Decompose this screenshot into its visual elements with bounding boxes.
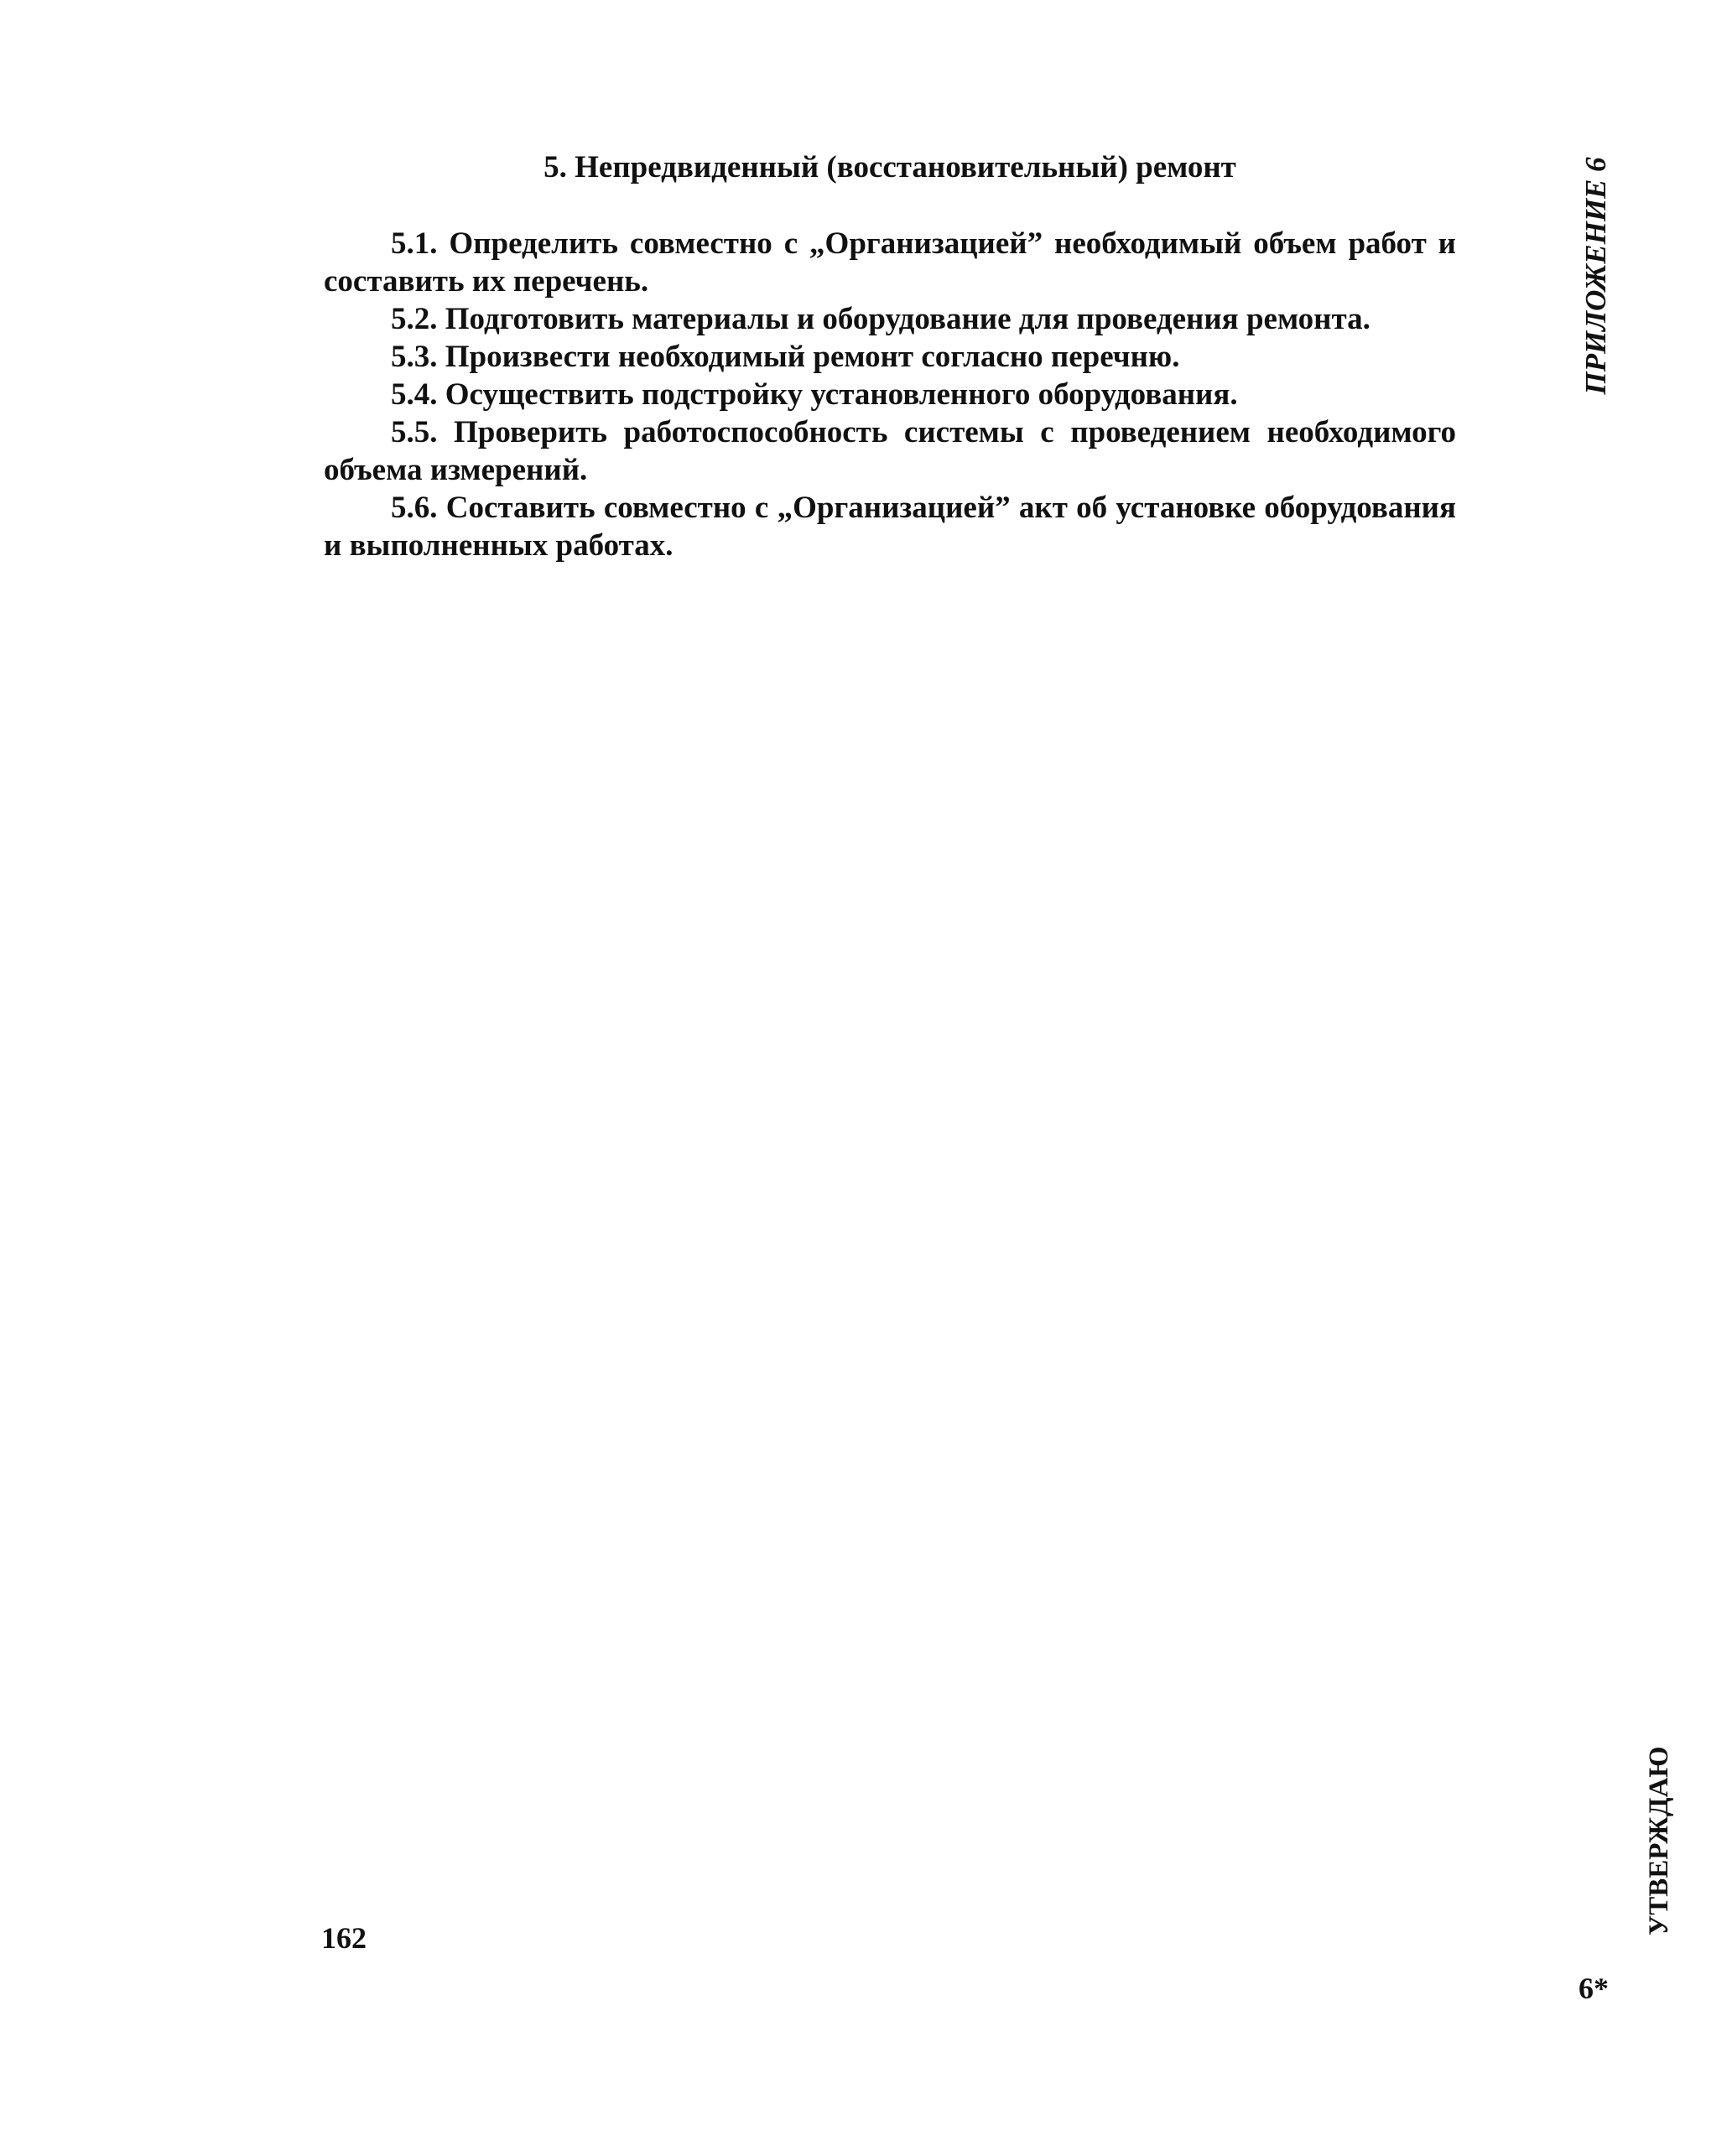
paragraph-5-6: 5.6. Составить совместно с „Организацией” акт об установке оборудования и выполненных работах. (324, 491, 1456, 563)
section-heading: 5. Непредвиденный (восстановительный) ремонт (544, 150, 1236, 184)
sheet-mark: 6* (1579, 1972, 1609, 2005)
paragraph-5-1: 5.1. Определить совместно с „Организацией” необходимый объем работ и составить их перечень. (324, 226, 1456, 299)
section-body (324, 225, 1456, 564)
paragraph-5-3: 5.3. Произвести необходимый ремонт согласно перечню. (391, 340, 1180, 374)
paragraph-5-2: 5.2. Подготовить материалы и оборудование для проведения ремонта. (391, 302, 1371, 336)
appendix-side-label: ПРИЛОЖЕНИЕ 6 (1579, 157, 1612, 395)
approve-side-label: УТВЕРЖДАЮ (1644, 1746, 1674, 1935)
paragraph-5-5: 5.5. Проверить работоспособность системы с проведением необходимого объема измерений. (324, 415, 1456, 487)
page-number: 162 (321, 1921, 367, 1955)
paragraph-5-4: 5.4. Осуществить подстройку установленного оборудования. (391, 377, 1238, 412)
